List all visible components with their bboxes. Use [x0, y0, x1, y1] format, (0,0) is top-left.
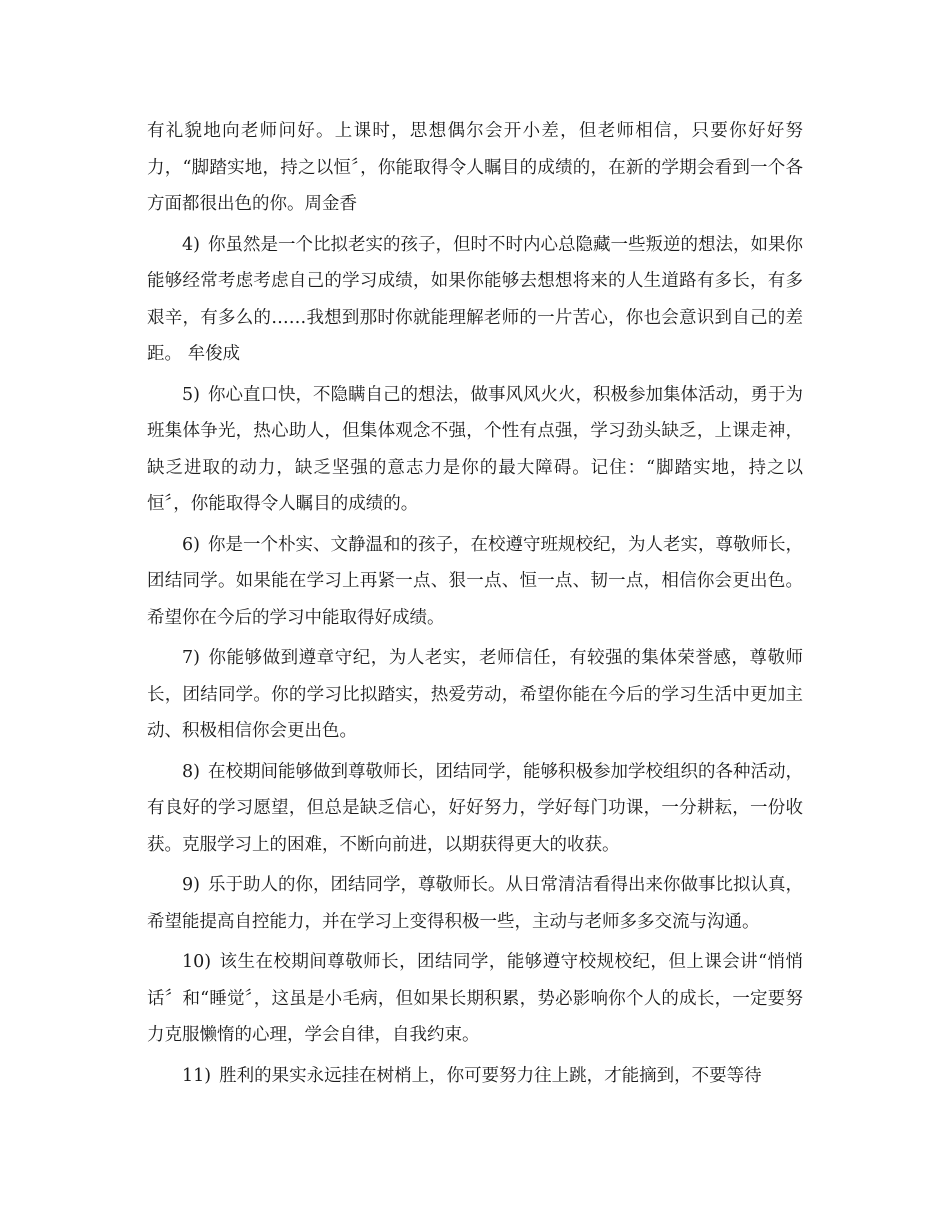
- comment-text: 胜利的果实永远挂在树梢上，你可要努力往上跳，才能摘到，不要等待: [219, 1065, 762, 1086]
- comment-text: 在校期间能够做到尊敬师长，团结同学，能够积极参加学校组织的各种活动，有良好的学习愿望，但总是缺乏信心，好好努力，学好每门功课，一分耕耘，一份收获。克服学习上的困难，不断向前进，以期获得更大的收获。: [147, 761, 803, 855]
- comment-paragraph: [147, 113, 803, 223]
- comment-number: 4): [182, 234, 200, 255]
- comment-text: 你能够做到遵章守纪，为人老实，老师信任，有较强的集体荣誉感，尊敬师长，团结同学。你的学习比拟踏实，热爱劳动，希望你能在今后的学习生活中更加主动、积极相信你会更出色。: [147, 648, 803, 741]
- comment-text: 你是一个朴实、文静温和的孩子，在校遵守班规校纪，为人老实，尊敬师长，团结同学。如果能在学习上再紧一点、狠一点、恒一点、韧一点，相信你会更出色。希望你在今后的学习中能取得好成绩。: [147, 534, 803, 628]
- comment-paragraph: [147, 640, 803, 750]
- comment-number: 6): [182, 534, 200, 555]
- comment-paragraph: [147, 867, 803, 940]
- comment-number: 9): [182, 875, 200, 895]
- comment-number: 11): [182, 1065, 212, 1086]
- comment-number: 8): [182, 761, 200, 782]
- comment-paragraph: [147, 944, 803, 1054]
- comment-paragraph: [147, 227, 803, 373]
- comment-text: 乐于助人的你，团结同学，尊敬师长。从日常清洁看得出来你做事比拟认真，希望能提高自控能力，并在学习上变得积极一些，主动与老师多多交流与沟通。: [147, 875, 803, 932]
- comment-text: 你心直口快，不隐瞒自己的想法，做事风风火火，积极参加集体活动，勇于为班集体争光，热心助人，但集体观念不强，个性有点强，学习劲头缺乏，上课走神，缺乏进取的动力，缺乏坚强的意志力是你的最大障碍。记住：“脚踏实地，持之以恒〞，你能取得令人瞩目的成绩的。: [147, 384, 803, 514]
- comment-number: 5): [182, 384, 200, 405]
- comment-text: 你虽然是一个比拟老实的孩子，但时不时内心总隐藏一些叛逆的想法，如果你能够经常考虑考虑自己的学习成绩，如果你能够去想想将来的人生道路有多长，有多艰辛，有多么的……我想到那时你就能理解老师的一片苦心，你也会意识到自己的差距。 牟俊成: [147, 234, 803, 364]
- comment-paragraph: [147, 754, 803, 864]
- comment-number: 7): [182, 648, 200, 668]
- comment-paragraph: [147, 377, 803, 523]
- comment-text: 该生在校期间尊敬师长，团结同学，能够遵守校规校纪，但上课会讲“悄悄话〞和“睡觉〞，这虽是小毛病，但如果长期积累，势必影响你个人的成长，一定要努力克服懒惰的心理，学会自律，自我约束。: [147, 952, 803, 1045]
- comment-text: 有礼貌地向老师问好。上课时，思想偶尔会开小差，但老师相信，只要你好好努力，“脚踏实地，持之以恒〞，你能取得令人瞩目的成绩的，在新的学期会看到一个各方面都很出色的你。周金香: [147, 121, 803, 214]
- comment-number: 10): [182, 952, 212, 972]
- comment-paragraph: [147, 527, 803, 637]
- document-body: [147, 113, 803, 1098]
- comment-paragraph: [147, 1058, 803, 1095]
